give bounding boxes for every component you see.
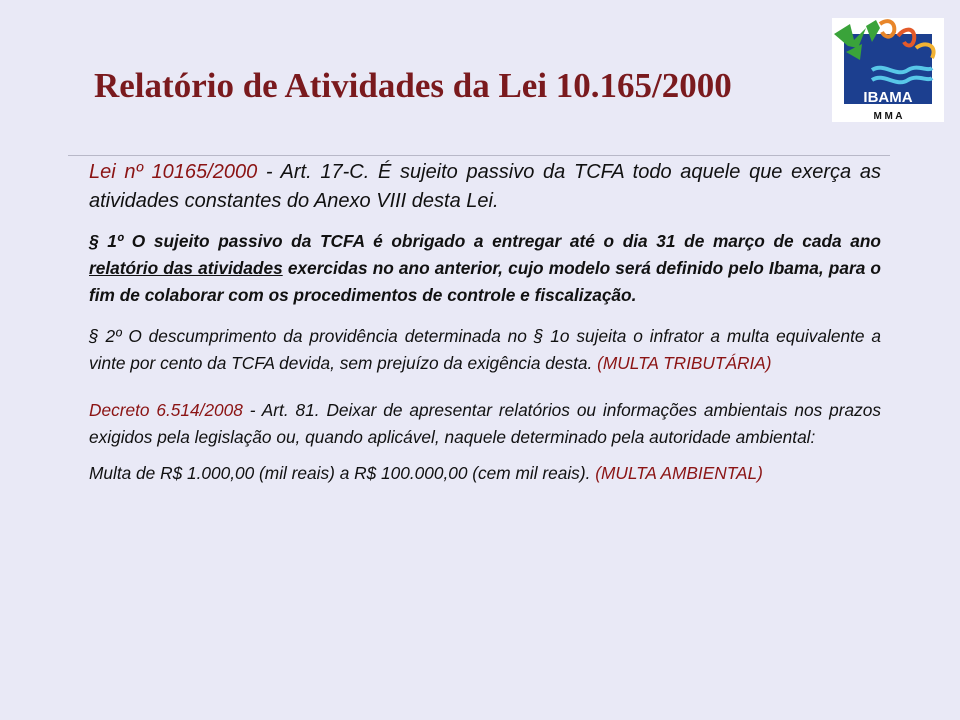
law-article <box>89 158 881 216</box>
decree-article <box>89 397 881 451</box>
ibama-logo <box>832 18 944 122</box>
decree-text: - Art. 81. Deixar de apresentar relatórios ou informações ambientais nos prazos exigidos pela legislação ou, quando aplicável, naquele determinado pela autoridade ambiental: <box>89 400 881 447</box>
fine-tag: (MULTA AMBIENTAL) <box>595 463 763 483</box>
logo-subtext: M M A <box>873 111 903 122</box>
page-title: Relatório de Atividades da Lei 10.165/2000 <box>94 66 732 105</box>
fine-statement <box>89 459 881 488</box>
logo-text: IBAMA <box>863 89 913 106</box>
slide-body <box>89 158 881 488</box>
law-text: - Art. 17-C. É sujeito passivo da TCFA todo aquele que exerça as atividades constantes do Anexo VIII desta Lei. <box>89 161 881 212</box>
fine-text: Multa de R$ 1.000,00 (mil reais) a R$ 100.000,00 (cem mil reais). <box>89 463 596 483</box>
decree-reference: Decreto 6.514/2008 <box>89 400 243 420</box>
paragraph-2-tag: (MULTA TRIBUTÁRIA) <box>597 353 772 373</box>
law-reference: Lei nº 10165/2000 <box>89 161 258 183</box>
paragraph-1-after: exercidas no ano anterior, cujo modelo será definido pelo Ibama, para o fim de colaborar com os procedimentos de controle e fiscalização. <box>89 258 881 305</box>
title-divider <box>68 155 890 156</box>
ibama-logo-graphic <box>832 18 944 122</box>
paragraph-1-before: § 1º O sujeito passivo da TCFA é obrigado a entregar até o dia 31 de março de cada ano <box>89 231 881 251</box>
paragraph-2-text: § 2º O descumprimento da providência determinada no § 1o sujeita o infrator a multa equivalente a vinte por cento da TCFA devida, sem prejuízo da exigência desta. <box>89 326 881 373</box>
paragraph-1-underlined: relatório das atividades <box>89 258 283 278</box>
paragraph-2 <box>89 323 881 377</box>
paragraph-1 <box>89 228 881 309</box>
